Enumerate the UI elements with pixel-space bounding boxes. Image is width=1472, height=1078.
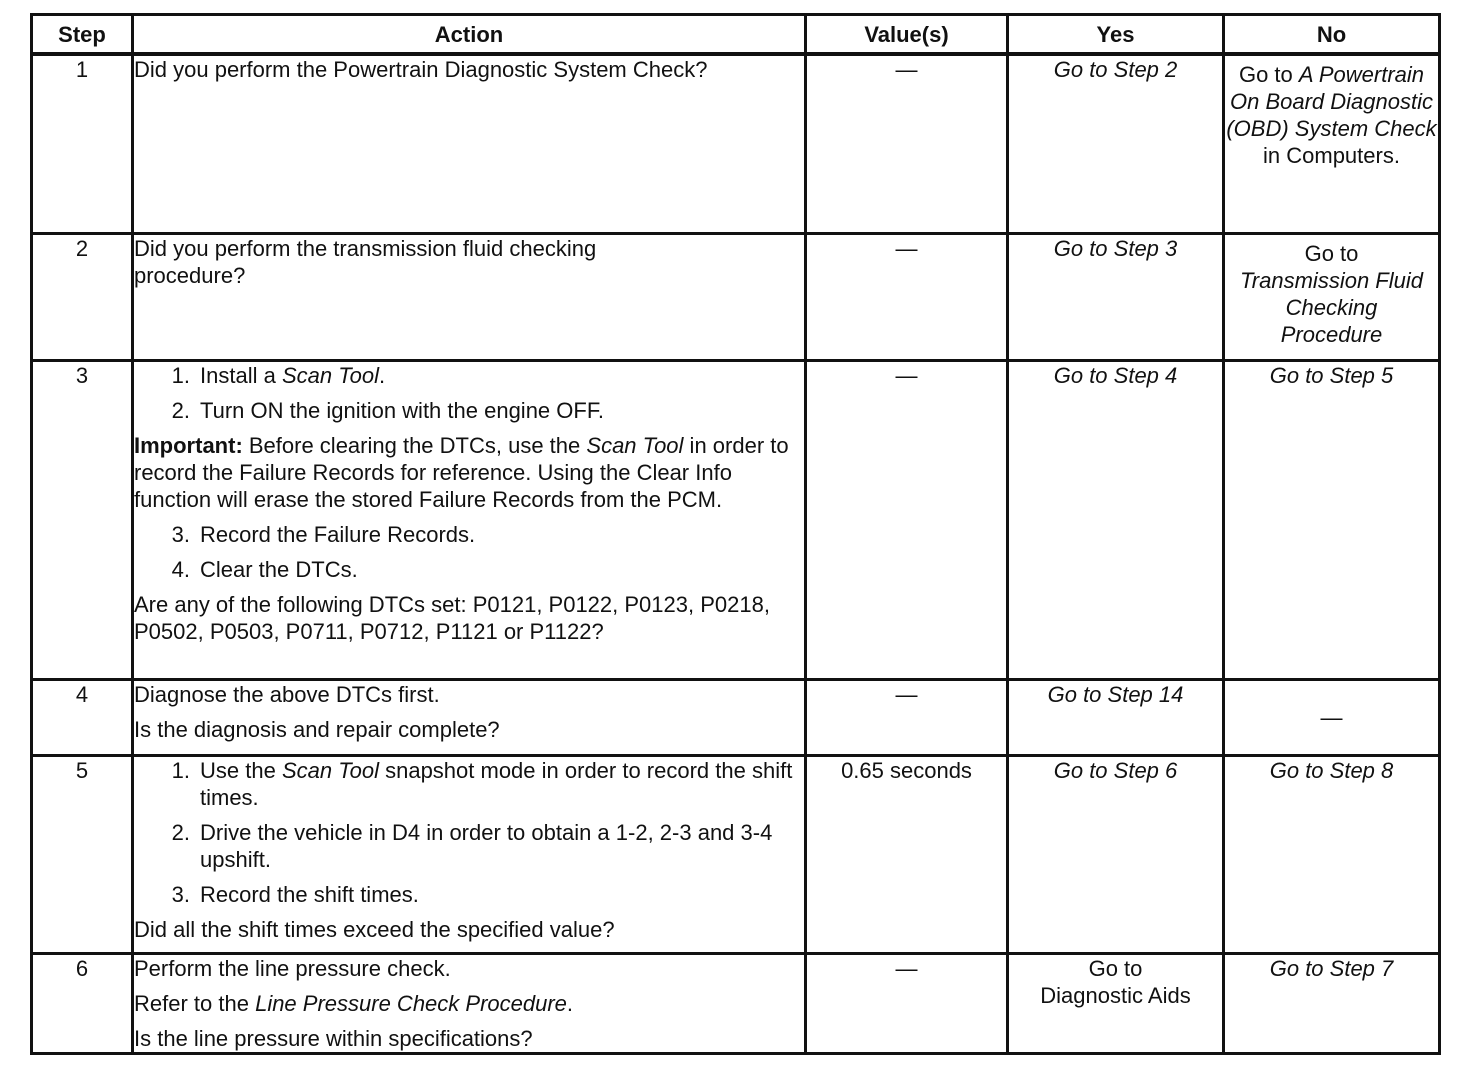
diagnostic-table (30, 13, 1441, 1055)
no-suffix: in Computers. (1263, 143, 1400, 168)
table-row (32, 756, 1440, 954)
step-number: 2 (32, 234, 133, 361)
item-number: 3. (171, 522, 190, 547)
action-text: Did you perform the transmission fluid checking procedure? (134, 236, 597, 288)
action-question: Is the diagnosis and repair complete? (134, 717, 500, 742)
value-cell (806, 361, 1008, 680)
important-text-suffix: in order to record the Failure Records for reference. Using the Clear Info function will erase the stored Failure Records from the PCM. (134, 433, 789, 512)
item-number: 4. (171, 557, 190, 582)
list-item (134, 362, 804, 389)
table-row (32, 54, 1440, 234)
list-item (134, 757, 804, 811)
important-note (134, 432, 804, 513)
action-cell (133, 361, 806, 680)
item-text: Use the (200, 758, 282, 783)
action-cell (133, 680, 806, 756)
no-link[interactable]: A Powertrain On Board Diagnostic (OBD) System Check (1226, 62, 1437, 141)
table-row (32, 361, 1440, 680)
item-number: 1. (171, 758, 190, 783)
list-item (134, 521, 804, 548)
value-dash: — (895, 682, 918, 707)
value-dash: — (895, 956, 918, 981)
item-text: Turn ON the ignition with the engine OFF. (200, 398, 604, 423)
yes-link[interactable]: Go to Step 4 (1008, 361, 1224, 680)
item-text: Record the Failure Records. (200, 522, 476, 547)
action-cell (133, 54, 806, 234)
no-prefix: Go to (1304, 241, 1359, 266)
table-row (32, 954, 1440, 1054)
header-step: Step (32, 15, 133, 55)
item-text: Clear the DTCs. (200, 557, 358, 582)
yes-link[interactable]: Go to Step 14 (1008, 680, 1224, 756)
list-item (134, 397, 804, 424)
list-item (134, 881, 804, 908)
yes-link[interactable]: Go to Step 2 (1008, 54, 1224, 234)
action-reference (134, 990, 804, 1017)
value-cell (806, 234, 1008, 361)
no-cell (1224, 234, 1440, 361)
step-number: 6 (32, 954, 133, 1054)
no-link[interactable]: Go to Step 7 (1224, 954, 1440, 1054)
yes-link-line1: Go to (1088, 956, 1143, 981)
step-number: 3 (32, 361, 133, 680)
no-value: — (1224, 680, 1440, 756)
action-question: Is the line pressure within specifications? (134, 1026, 533, 1051)
action-text: Did you perform the Powertrain Diagnostic System Check? (134, 57, 708, 82)
value-dash: — (895, 57, 918, 82)
yes-link[interactable] (1008, 954, 1224, 1054)
item-number: 2. (171, 820, 190, 845)
item-number: 3. (171, 882, 190, 907)
header-row (32, 15, 1440, 55)
no-link[interactable]: Go to Step 8 (1224, 756, 1440, 954)
important-label: Important: (134, 433, 243, 458)
item-text: Record the shift times. (200, 882, 419, 907)
important-text: Before clearing the DTCs, use the (242, 433, 587, 458)
header-yes: Yes (1008, 15, 1224, 55)
value-cell: 0.65 seconds (806, 756, 1008, 954)
action-cell (133, 756, 806, 954)
no-link[interactable]: Go to Step 5 (1224, 361, 1440, 680)
action-cell (133, 234, 806, 361)
item-number: 2. (171, 398, 190, 423)
value-dash: — (895, 363, 918, 388)
action-question: Are any of the following DTCs set: P0121, P0122, P0123, P0218, P0502, P0503, P0711, P0712, P1121 or P1122? (134, 592, 770, 644)
yes-link-line2: Diagnostic Aids (1040, 983, 1191, 1008)
scan-tool-link[interactable]: Scan Tool (586, 433, 684, 458)
step-number: 1 (32, 54, 133, 234)
reference-suffix: . (566, 991, 574, 1016)
item-text-suffix: . (378, 363, 386, 388)
table-row (32, 234, 1440, 361)
reference-prefix: Refer to the (134, 991, 256, 1016)
action-text: Diagnose the above DTCs first. (134, 682, 440, 707)
header-action: Action (133, 15, 806, 55)
step-number: 4 (32, 680, 133, 756)
line-pressure-link[interactable]: Line Pressure Check Procedure (255, 991, 567, 1016)
value-cell (806, 54, 1008, 234)
list-item (134, 819, 804, 873)
table-row (32, 680, 1440, 756)
header-no: No (1224, 15, 1440, 55)
no-prefix: Go to (1238, 62, 1299, 87)
item-text: Install a (200, 363, 282, 388)
scan-tool-link[interactable]: Scan Tool (281, 363, 379, 388)
no-cell (1224, 54, 1440, 234)
value-dash: — (895, 236, 918, 261)
list-item (134, 556, 804, 583)
item-text-suffix: snapshot mode in order to record the shift times. (200, 758, 793, 810)
yes-link[interactable]: Go to Step 6 (1008, 756, 1224, 954)
action-text: Perform the line pressure check. (134, 956, 451, 981)
action-cell (133, 954, 806, 1054)
no-link[interactable]: Transmission Fluid Checking Procedure (1240, 268, 1423, 347)
yes-link[interactable]: Go to Step 3 (1008, 234, 1224, 361)
scan-tool-link[interactable]: Scan Tool (281, 758, 379, 783)
step-number: 5 (32, 756, 133, 954)
item-text: Drive the vehicle in D4 in order to obtain a 1-2, 2-3 and 3-4 upshift. (200, 820, 773, 872)
value-cell (806, 680, 1008, 756)
value-cell (806, 954, 1008, 1054)
header-values: Value(s) (806, 15, 1008, 55)
item-number: 1. (171, 363, 190, 388)
action-question: Did all the shift times exceed the specified value? (134, 917, 615, 942)
